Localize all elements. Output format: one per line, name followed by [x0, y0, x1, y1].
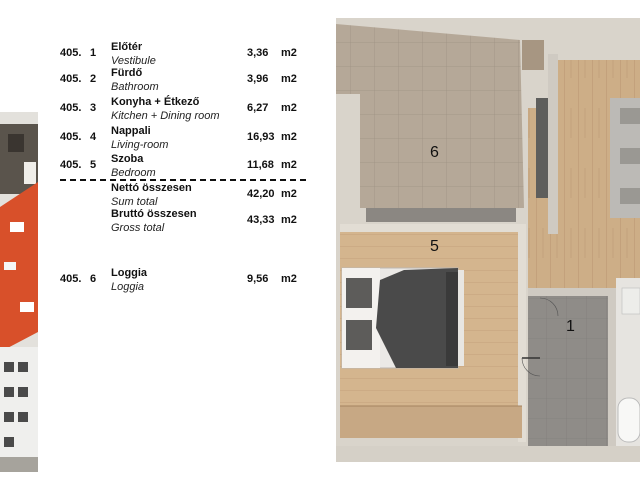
room-number: 2 [90, 73, 97, 85]
room-area: 6,27 [247, 102, 269, 114]
room-name-hu: Nappali [111, 125, 151, 137]
total-row-gross [58, 208, 308, 238]
total-name-en: Gross total [111, 222, 165, 234]
room-area: 9,56 [247, 273, 269, 285]
room-code: 405. [60, 273, 82, 285]
room-row-kitchen [58, 96, 308, 126]
room-name-en: Kitchen + Dining room [111, 110, 220, 122]
room-name-en: Loggia [111, 281, 145, 293]
room-name-hu: Fürdő [111, 67, 143, 79]
room-unit: m2 [281, 73, 297, 85]
room-name-en: Bedroom [111, 167, 156, 179]
room-code: 405. [60, 47, 82, 59]
room-code: 405. [60, 102, 82, 114]
room-unit: m2 [281, 47, 297, 59]
plan-label-vestibule: 1 [566, 318, 575, 335]
total-name-en: Sum total [111, 196, 158, 208]
room-name-hu: Konyha + Étkező [111, 96, 200, 108]
room-unit: m2 [281, 131, 297, 143]
room-number: 3 [90, 102, 97, 114]
room-area: 3,36 [247, 47, 269, 59]
floor-plan [326, 18, 640, 462]
room-unit: m2 [281, 102, 297, 114]
room-area: 16,93 [247, 131, 275, 143]
room-area: 11,68 [247, 159, 274, 171]
room-row-loggia [58, 267, 308, 297]
room-row-bathroom [58, 67, 308, 97]
total-area: 42,20 [247, 188, 275, 200]
room-unit: m2 [281, 273, 297, 285]
table-divider [60, 179, 306, 181]
room-row-living [58, 125, 308, 155]
room-code: 405. [60, 159, 82, 171]
room-number: 4 [90, 131, 97, 143]
total-unit: m2 [281, 214, 297, 226]
room-area: 3,96 [247, 73, 269, 85]
plan-label-loggia: 6 [430, 144, 439, 161]
room-code: 405. [60, 131, 82, 143]
total-name-hu: Nettó összesen [111, 182, 192, 194]
room-number: 1 [90, 47, 97, 59]
room-name-en: Bathroom [111, 81, 159, 93]
room-number: 5 [90, 159, 97, 171]
total-unit: m2 [281, 188, 297, 200]
total-area: 43,33 [247, 214, 275, 226]
plan-label-bedroom: 5 [430, 238, 439, 255]
room-name-en: Living-room [111, 139, 169, 151]
room-name-en: Vestibule [111, 55, 156, 67]
room-name-hu: Előtér [111, 41, 143, 53]
total-name-hu: Bruttó összesen [111, 208, 197, 220]
room-unit: m2 [281, 159, 297, 171]
room-number: 6 [90, 273, 97, 285]
room-code: 405. [60, 73, 82, 85]
room-name-hu: Loggia [111, 267, 148, 279]
room-name-hu: Szoba [111, 153, 144, 165]
